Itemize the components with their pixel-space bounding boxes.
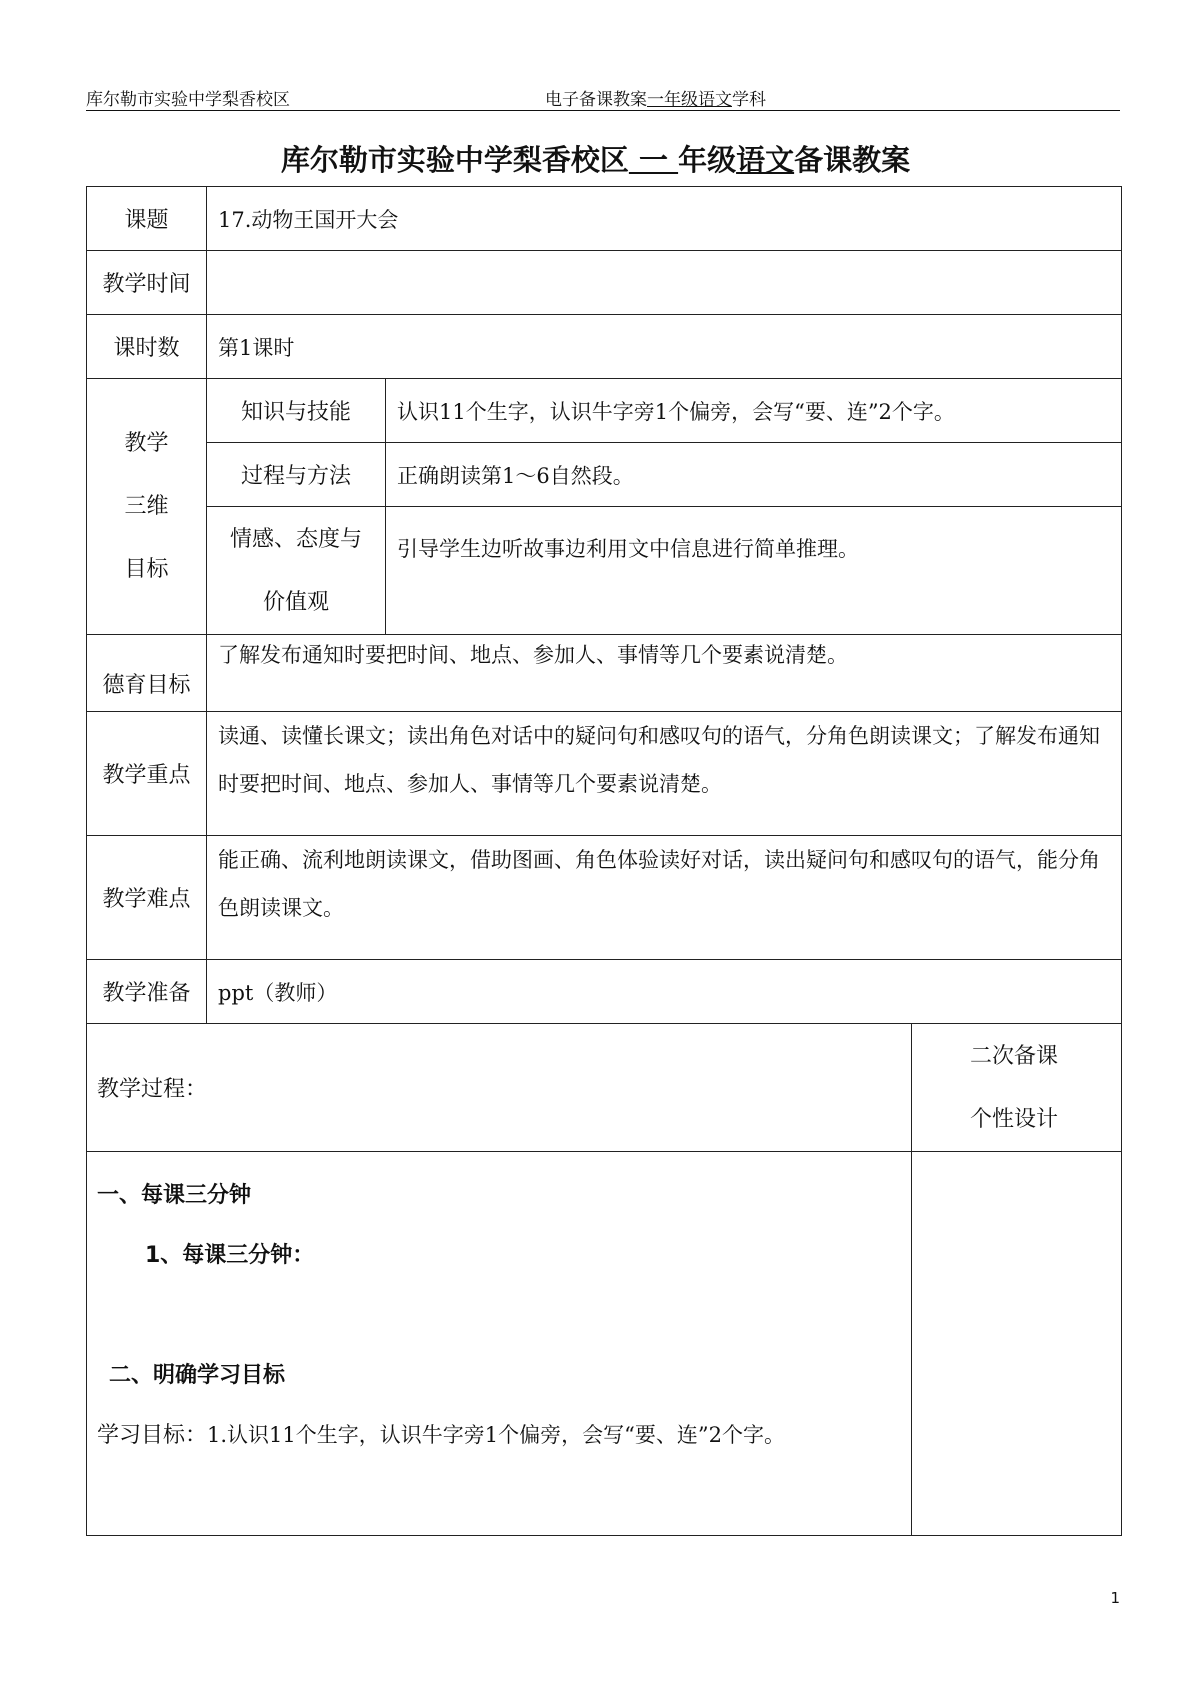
page-title: [0, 138, 1191, 179]
prep-value: [207, 960, 1122, 1024]
topic-value: 17.动物王国开大会: [207, 187, 1122, 251]
second-prep-line: 个性设计: [970, 1106, 1059, 1132]
row-goals-knowledge: [87, 379, 1122, 443]
second-prep-label: [912, 1024, 1122, 1152]
header-doc-suffix: 学科: [732, 90, 766, 110]
header-doc-type: [545, 85, 766, 110]
row-prep: [87, 960, 1122, 1024]
row-time: [87, 251, 1122, 315]
knowledge-label: 知识与技能: [207, 379, 386, 443]
header-school: 库尔勒市实验中学梨香校区: [86, 90, 290, 110]
emotion-label: [207, 507, 386, 635]
row-key-points: [87, 712, 1122, 836]
process-method-label: 过程与方法: [207, 443, 386, 507]
row-goals-emotion: [87, 507, 1122, 635]
learning-goal-label: 学习目标：: [97, 1423, 208, 1448]
header-doc-prefix: 电子备课教案: [545, 90, 647, 110]
row-topic: [87, 187, 1122, 251]
process-content: [87, 1152, 912, 1536]
key-label: 教学重点: [87, 712, 207, 836]
emotion-label-line: 情感、态度与: [229, 526, 362, 552]
goals-label-line: 教学: [124, 431, 169, 456]
row-goals-process: [87, 443, 1122, 507]
time-value: [207, 251, 1122, 315]
section-2-heading: 二、明确学习目标: [109, 1363, 286, 1388]
knowledge-value: 认识11个生字，认识牛字旁1个偏旁，会写“要、连”2个字。: [386, 379, 1122, 443]
emotion-value: 引导学生边听故事边利用文中信息进行简单推理。: [386, 507, 1122, 635]
second-prep-content: [912, 1152, 1122, 1536]
moral-value: 了解发布通知时要把时间、地点、参加人、事情等几个要素说清楚。: [207, 635, 1122, 712]
prep-label: 教学准备: [87, 960, 207, 1024]
row-process-header: [87, 1024, 1122, 1152]
row-difficulty: [87, 836, 1122, 960]
learning-goal: [97, 1406, 903, 1465]
blank-line: [97, 1286, 903, 1346]
learning-goal-text: 1.认识11个生字，认识牛字旁1个偏旁，会写“要、连”2个字。: [207, 1423, 785, 1447]
title-subject: 语文: [736, 143, 795, 177]
process-label: 教学过程：: [87, 1024, 912, 1152]
periods-value: 第1课时: [207, 315, 1122, 379]
row-moral: [87, 635, 1122, 712]
section-1-sub: 1、每课三分钟：: [145, 1243, 315, 1268]
periods-label: 课时数: [87, 315, 207, 379]
process-method-value: 正确朗读第1～6自然段。: [386, 443, 1122, 507]
difficulty-label: 教学难点: [87, 836, 207, 960]
prep-value-tool: ppt: [218, 980, 254, 1005]
title-grade: 一: [628, 143, 679, 177]
header-doc-grade: 一年级语文: [647, 90, 732, 110]
moral-label: 德育目标: [87, 635, 207, 712]
goals-label-line: 三维: [124, 494, 169, 519]
second-prep-line: 二次备课: [970, 1043, 1059, 1069]
goals-label: [87, 379, 207, 635]
title-prefix: 库尔勒市实验中学梨香校区: [280, 143, 629, 177]
emotion-label-line: 价值观: [262, 589, 329, 615]
difficulty-value: 能正确、流利地朗读课文，借助图画、角色体验读好对话，读出疑问句和感叹句的语气，能分角色朗读课文。: [207, 836, 1122, 960]
goals-label-line: 目标: [124, 557, 169, 582]
section-1-heading: 一、每课三分钟: [97, 1183, 252, 1208]
prep-value-owner: （教师）: [253, 980, 338, 1005]
key-value: 读通、读懂长课文；读出角色对话中的疑问句和感叹句的语气，分角色朗读课文；了解发布通知时要把时间、地点、参加人、事情等几个要素说清楚。: [207, 712, 1122, 836]
lesson-plan-table: [86, 186, 1122, 1536]
header-rule: [86, 110, 1120, 111]
time-label: 教学时间: [87, 251, 207, 315]
title-suffix: 备课教案: [794, 143, 911, 177]
title-middle: 年级: [678, 143, 737, 177]
row-periods: [87, 315, 1122, 379]
row-process-body: [87, 1152, 1122, 1536]
page-number: 1: [1110, 1589, 1120, 1607]
topic-label: 课题: [87, 187, 207, 251]
